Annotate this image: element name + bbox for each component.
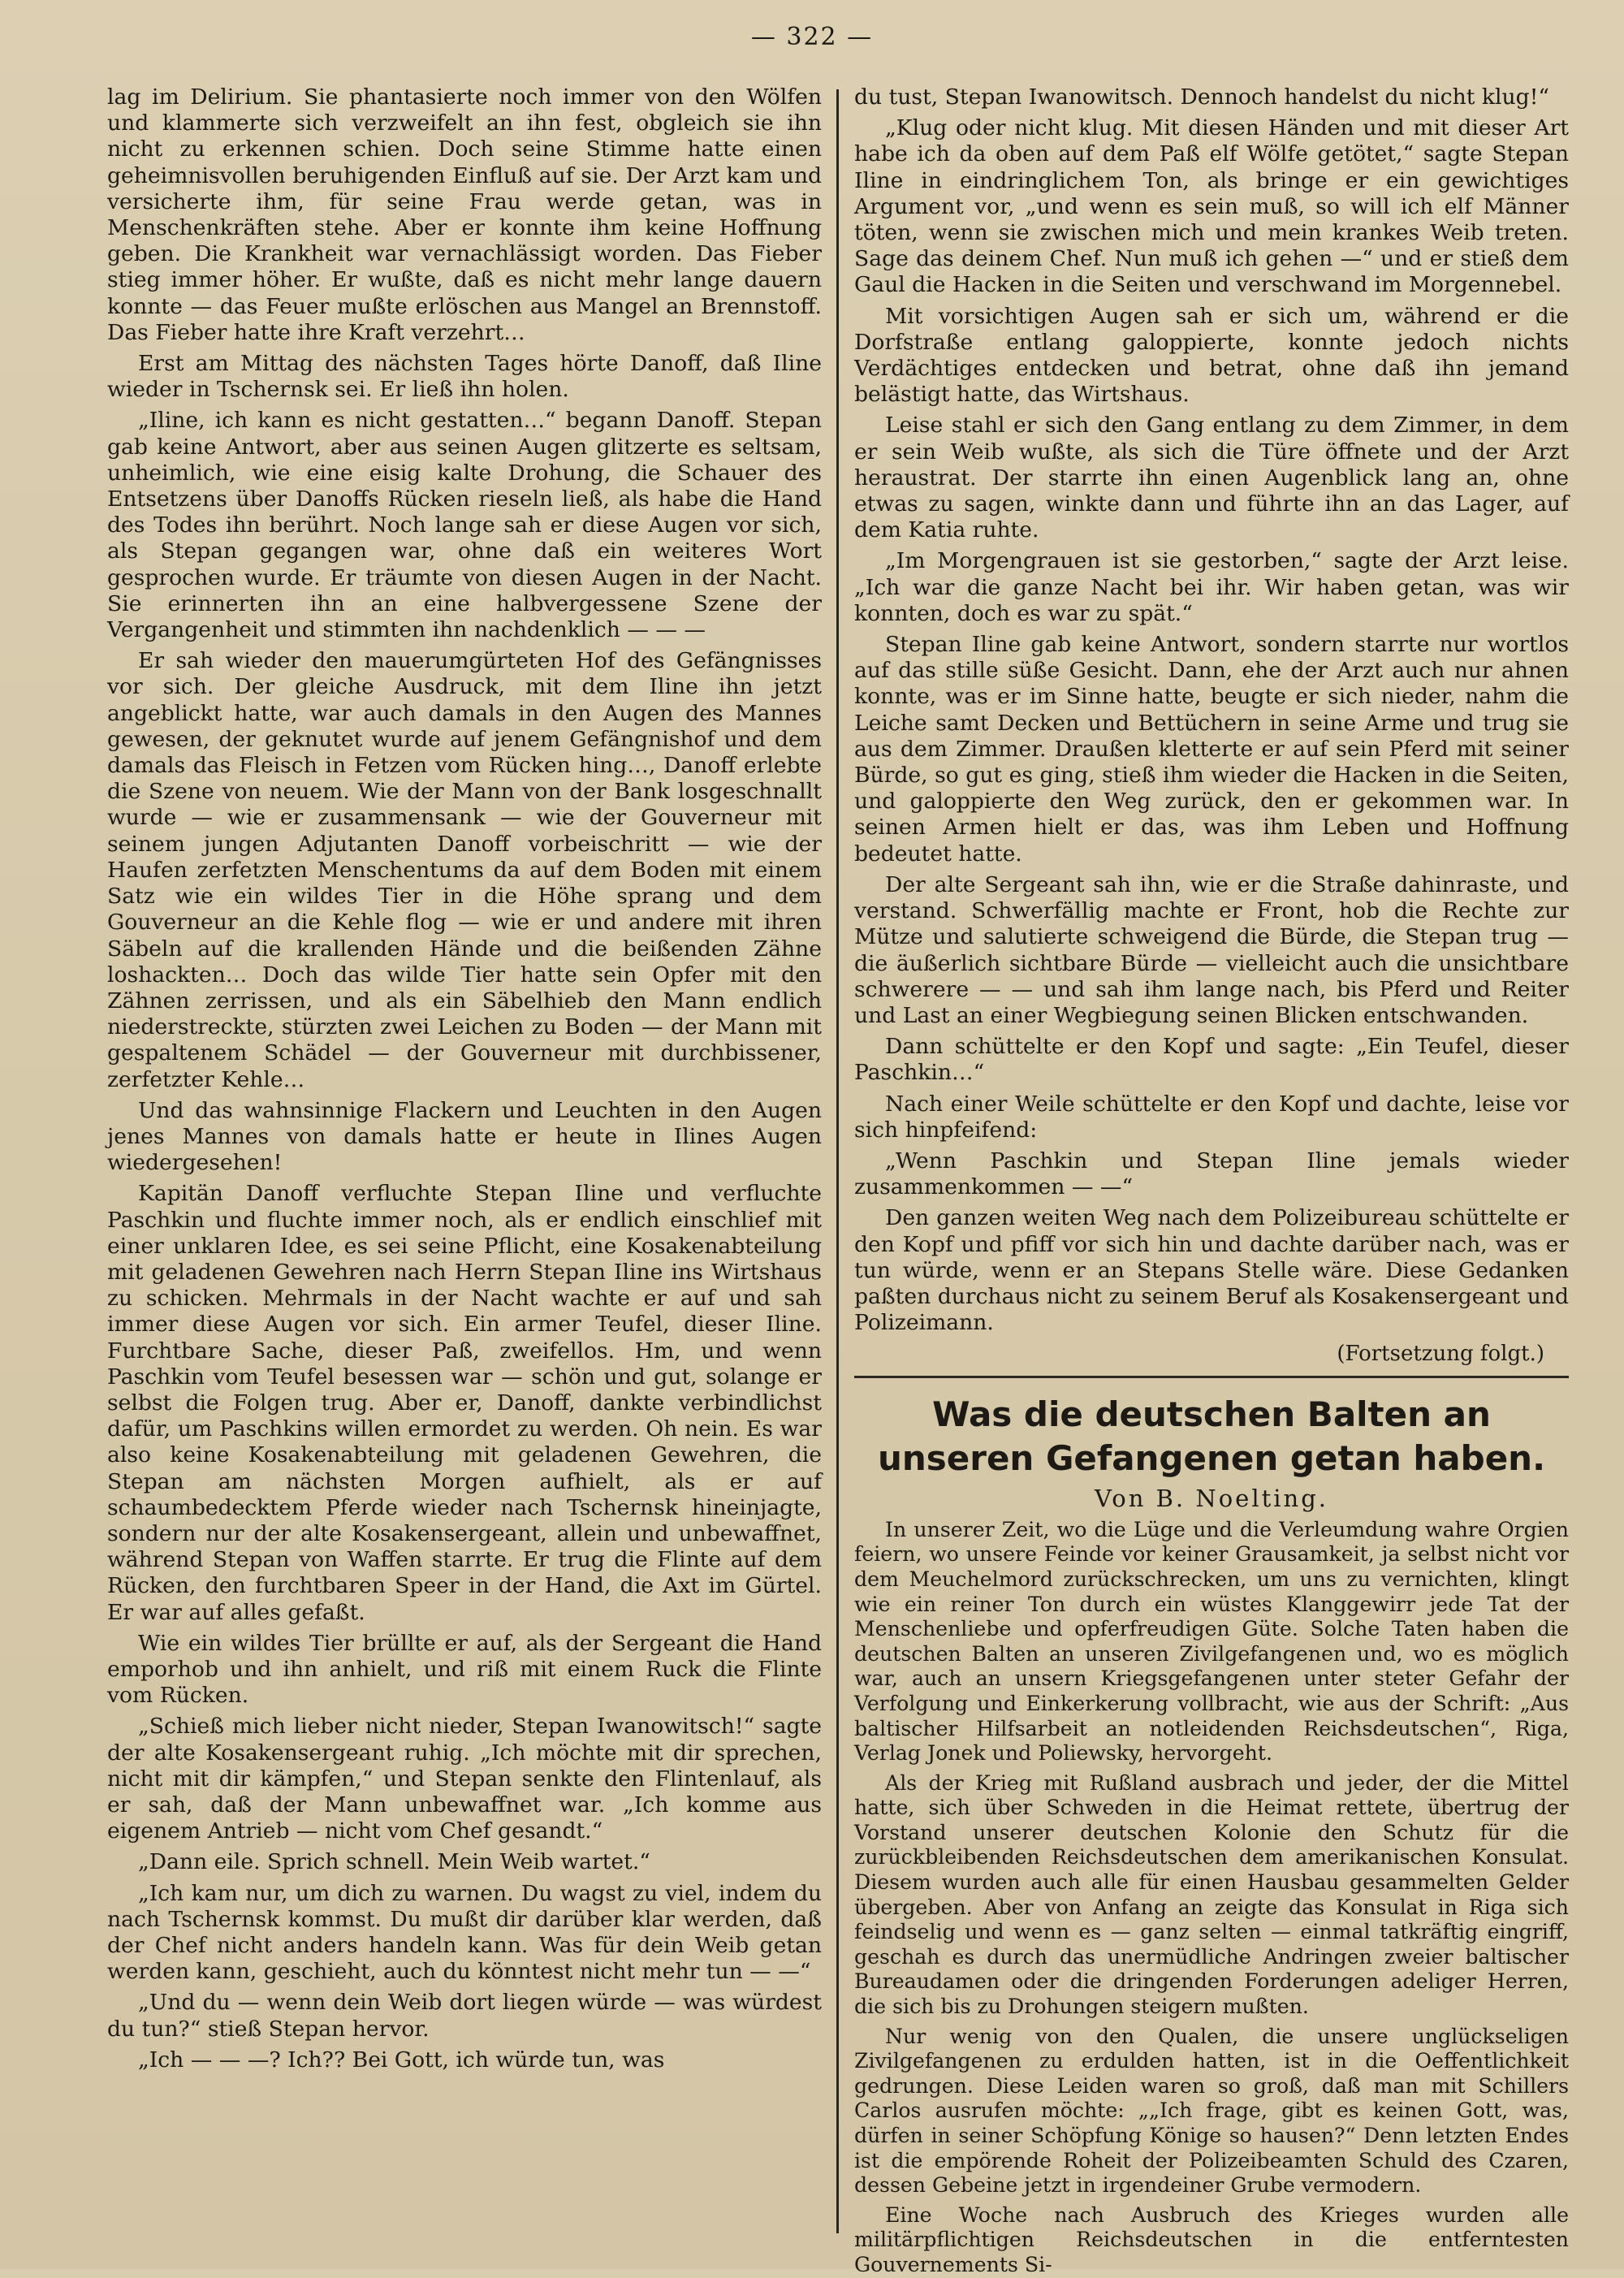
right-column — [854, 84, 1569, 2276]
page-number: — 322 — — [750, 23, 874, 51]
paragraph: Er sah wieder den mauerumgürteten Hof des Gefängnisses vor sich. Der gleiche Ausdruck, mit dem Iline ihn jetzt angeblickt hatte, war auch damals in den Augen des Mannes gewesen, der geknutet wurde auf jenem Gefängnishof und dem damals das Fleisch in Fetzen vom Rücken hing…, Danoff erlebte die Szene von neuem. Wie der Mann von der Bank losgeschnallt wurde — wie er zusammensank — wie der Gouverneur mit seinem jungen Adjutanten Danoff vorbeischritt — wie der Haufen zerfetzten Menschentums da auf dem Boden mit einem Satz wie ein wildes Tier in die Höhe sprang und dem Gouverneur an die Kehle flog — wie er und andere mit ihren Säbeln auf die krallenden Hände und die beißenden Zähne loshackten… Doch das wilde Tier hatte sein Opfer mit den Zähnen zerrissen, und als ein Säbelhieb den Mann endlich niederstreckte, stürzten zwei Leichen zu Boden — der Mann mit gespaltenem Schädel — der Gouverneur mit durchbissener, zerfetzter Kehle… — [107, 648, 822, 1092]
paragraph: Leise stahl er sich den Gang entlang zu dem Zimmer, in dem er sein Weib wußte, als sich die Türe öffnete und der Arzt heraustrat. Der starrte ihn einen Augenblick lang an, ohne etwas zu sagen, winkte dann und führte ihn an das Lager, auf dem Katia ruhte. — [854, 413, 1569, 543]
story-continuation — [854, 84, 1569, 1336]
continued-note: (Fortsetzung folgt.) — [1337, 1342, 1544, 1367]
article-separator — [854, 1376, 1569, 1378]
paragraph: „Klug oder nicht klug. Mit diesen Händen und mit dieser Art habe ich da oben auf dem Paß elf Wölfe getötet,“ sagte Stepan Iline in eindringlichem Ton, als bringe er ein gewichtiges Argument vor, „und wenn es sein muß, so will ich elf Männer töten, wenn sie zwischen mich und mein krankes Weib treten. Sage das deinem Chef. Nun muß ich gehen —“ und er stieß dem Gaul die Hacken in die Seiten und verschwand im Morgennebel. — [854, 115, 1569, 298]
paragraph: Mit vorsichtigen Augen sah er sich um, während er die Dorfstraße entlang galoppierte, konnte jedoch nichts Verdächtiges entdecken und betrat, ohne daß ihn jemand belästigt hatte, das Wirtshaus. — [854, 303, 1569, 408]
paragraph: Wie ein wildes Tier brüllte er auf, als der Sergeant die Hand emporhob und ihn anhielt, und riß mit einem Ruck die Flinte vom Rücken. — [107, 1630, 822, 1709]
paragraph: In unserer Zeit, wo die Lüge und die Verleumdung wahre Orgien feiern, wo unsere Feinde vor keiner Grausamkeit, ja selbst nicht vor dem Meuchelmord zurückschrecken, um uns zu vernichten, klingt wie ein reiner Ton durch ein wüstes Klanggewirr jede Tat der Menschenliebe und opferfreudigen Güte. Solche Taten haben die deutschen Balten an unseren Zivilgefangenen und, wo es möglich war, auch an unsern Kriegsgefangenen unter steter Gefahr der Verfolgung und Einkerkerung vollbracht, wie aus der Schrift: „Aus baltischer Hilfsarbeit an notleidenden Reichsdeutschen“, Riga, Verlag Jonek und Poliewsky, hervorgeht. — [854, 1517, 1569, 1766]
paragraph: Nach einer Weile schüttelte er den Kopf und dachte, leise vor sich hinpfeifend: — [854, 1091, 1569, 1143]
paragraph: Stepan Iline gab keine Antwort, sondern starrte nur wortlos auf das stille süße Gesicht. Dann, ehe der Arzt auch nur ahnen konnte, was er im Sinne hatte, beugte er sich nieder, nahm die Leiche samt Decken und Bettüchern in seine Arme und trug sie aus dem Zimmer. Draußen kletterte er auf sein Pferd mit seiner Bürde, so gut es ging, stieß ihm wieder die Hacken in die Seiten, und galoppierte den Weg zurück, den er gekommen war. In seinen Armen hielt er das, was ihm Leben und Hoffnung bedeutet hatte. — [854, 632, 1569, 867]
paragraph: Und das wahnsinnige Flackern und Leuchten in den Augen jenes Mannes von damals hatte er heute in Ilines Augen wiedergesehen! — [107, 1097, 822, 1176]
paragraph: „Im Morgengrauen ist sie gestorben,“ sagte der Arzt leise. „Ich war die ganze Nacht bei ihr. Wir haben getan, was wir konnten, doch es war zu spät.“ — [854, 548, 1569, 626]
paragraph: Nur wenig von den Qualen, die unsere unglückseligen Zivilgefangenen zu erdulden hatten, ist in die Oeffentlichkeit gedrungen. Diese Leiden waren so groß, daß man mit Schillers Carlos ausrufen möchte: „„Ich frage, gibt es keinen Gott, was, dürfen in seiner Schöpfung Könige so hausen?“ Denn letzten Endes ist die empörende Roheit der Polizeibeamten Schuld des Czaren, dessen Gebeine jetzt in irgendeiner Grube vermodern. — [854, 2024, 1569, 2198]
paragraph: Dann schüttelte er den Kopf und sagte: „Ein Teufel, dieser Paschkin…“ — [854, 1034, 1569, 1086]
paragraph: Den ganzen weiten Weg nach dem Polizeibureau schüttelte er den Kopf und pfiff vor sich hin und dachte darüber nach, was er tun würde, wenn er an Stepans Stelle wäre. Diese Gedanken paßten durchaus nicht zu seinem Beruf als Kosakensergeant und Polizeimann. — [854, 1205, 1569, 1336]
paragraph: „Wenn Paschkin und Stepan Iline jemals wieder zusammenkommen — —“ — [854, 1148, 1569, 1200]
article-headline: Was die deutschen Balten an unseren Gefangenen getan haben. — [877, 1394, 1546, 1478]
paragraph: „Schieß mich lieber nicht nieder, Stepan Iwanowitsch!“ sagte der alte Kosakensergeant ruhig. „Ich möchte mit dir sprechen, nicht mit dir kämpfen,“ und Stepan senkte den Flintenlauf, als er sah, daß der Mann unbewaffnet war. „Ich komme aus eigenem Antrieb — nicht vom Chef gesandt.“ — [107, 1714, 822, 1844]
paragraph: Als der Krieg mit Rußland ausbrach und jeder, der die Mittel hatte, sich über Schweden in die Heimat rettete, übertrug der Vorstand unserer deutschen Kolonie den Schutz für die zurückbleibenden Reichsdeutschen dem amerikanischen Konsulat. Diesem wurden auch alle für einen Hausbau gesammelten Gelder übergeben. Aber von Anfang an zeigte das Konsulat in Riga sich feindselig und wenn es — ganz selten — einmal tatkräftig eingriff, geschah es durch das unermüdliche Andringen zweier baltischer Bureaudamen oder die dringenden Forderungen adeliger Herren, die sich bis zu Drohungen steigern mußten. — [854, 1770, 1569, 2019]
column-divider — [836, 89, 839, 2233]
paragraph: „Ich — — —? Ich?? Bei Gott, ich würde tun, was — [138, 2047, 665, 2073]
paragraph: du tust, Stepan Iwanowitsch. Dennoch handelst du nicht klug!“ — [854, 84, 1549, 110]
paragraph: Kapitän Danoff verfluchte Stepan Iline und verfluchte Paschkin und fluchte immer noch, als er endlich einschlief mit einer unklaren Idee, es sei seine Pflicht, eine Kosakenabteilung mit geladenen Gewehren nach Herrn Stepan Iline ins Wirtshaus zu schicken. Mehrmals in der Nacht wachte er auf und sah immer diese Augen vor sich. Ein armer Teufel, dieser Iline. Furchtbare Sache, dieser Paß, zweifellos. Hm, und wenn Paschkin vom Teufel besessen war — schön und gut, solange er selbst die Folgen trug. Aber er, Danoff, dankte verbindlichst dafür, um Paschkins willen ermordet zu werden. Oh nein. Es war also keine Kosakenabteilung mit geladenen Gewehren, die Stepan am nächsten Morgen aufhielt, als er auf schaumbedecktem Pferde wieder nach Tschernsk hineinjagte, sondern nur der alte Kosakensergeant, allein und unbewaffnet, während Stepan von Waffen starrte. Er trug die Flinte auf dem Rücken, den furchtbaren Speer in der Hand, die Axt im Gürtel. Er war auf alles gefaßt. — [107, 1181, 822, 1625]
paragraph: „Ich kam nur, um dich zu warnen. Du wagst zu viel, indem du nach Tschernsk kommst. Du mußt dir darüber klar werden, daß der Chef nicht anders handeln kann. Was für dein Weib getan werden kann, geschieht, auch du könntest nicht mehr tun — —“ — [107, 1880, 822, 1985]
paragraph: Eine Woche nach Ausbruch des Krieges wurden alle militärpflichtigen Reichsdeutschen in die entferntesten Gouvernements Si- — [854, 2202, 1569, 2276]
article-body — [854, 1518, 1569, 2278]
paragraph: „Dann eile. Sprich schnell. Mein Weib wartet.“ — [138, 1849, 650, 1875]
paragraph: Erst am Mittag des nächsten Tages hörte Danoff, daß Iline wieder in Tschernsk sei. Er ließ ihn holen. — [107, 351, 822, 403]
paragraph: „Und du — wenn dein Weib dort liegen würde — was würdest du tun?“ stieß Stepan hervor. — [107, 1990, 822, 2042]
paragraph: lag im Delirium. Sie phantasierte noch immer von den Wölfen und klammerte sich verzweifelt an ihn fest, obgleich sie ihn nicht zu erkennen schien. Doch seine Stimme hatte einen geheimnisvollen beruhigenden Einfluß auf sie. Der Arzt kam und versicherte ihm, für seine Frau werde getan, was in Menschenkräften stehe. Aber er konnte ihm keine Hoffnung geben. Die Krankheit war vernachlässigt worden. Das Fieber stieg immer höher. Er wußte, daß es nicht mehr lange dauern konnte — das Feuer mußte erlöschen aus Mangel an Brennstoff. Das Fieber hatte ihre Kraft verzehrt… — [107, 84, 822, 345]
article — [854, 1393, 1569, 2278]
paragraph: „Iline, ich kann es nicht gestatten…“ begann Danoff. Stepan gab keine Antwort, aber aus seinen Augen glitzerte es seltsam, unheimlich, wie eine eisig kalte Drohung, die Schauer des Entsetzens über Danoffs Rücken rieseln ließ, als habe die Hand des Todes ihn berührt. Noch lange sah er diese Augen vor sich, als Stepan gegangen war, ohne daß ein weiteres Wort gesprochen wurde. Er träumte von diesen Augen in der Nacht. Sie erinnerten ihn an eine halbvergessene Szene der Vergangenheit und stimmten ihn nachdenklich — — — — [107, 408, 822, 643]
article-byline: Von B. Noelting. — [1094, 1484, 1329, 1512]
paragraph: Der alte Sergeant sah ihn, wie er die Straße dahinraste, und verstand. Schwerfällig machte er Front, hob die Rechte zur Mütze und salutierte schweigend die Bürde, die Stepan trug — die äußerlich sichtbare Bürde — vielleicht auch die unsichtbare schwerere — — und sah ihm lange nach, bis Pferd und Reiter und Last an einer Wegbiegung seinen Blicken entschwanden. — [854, 871, 1569, 1028]
left-column — [107, 84, 822, 2228]
